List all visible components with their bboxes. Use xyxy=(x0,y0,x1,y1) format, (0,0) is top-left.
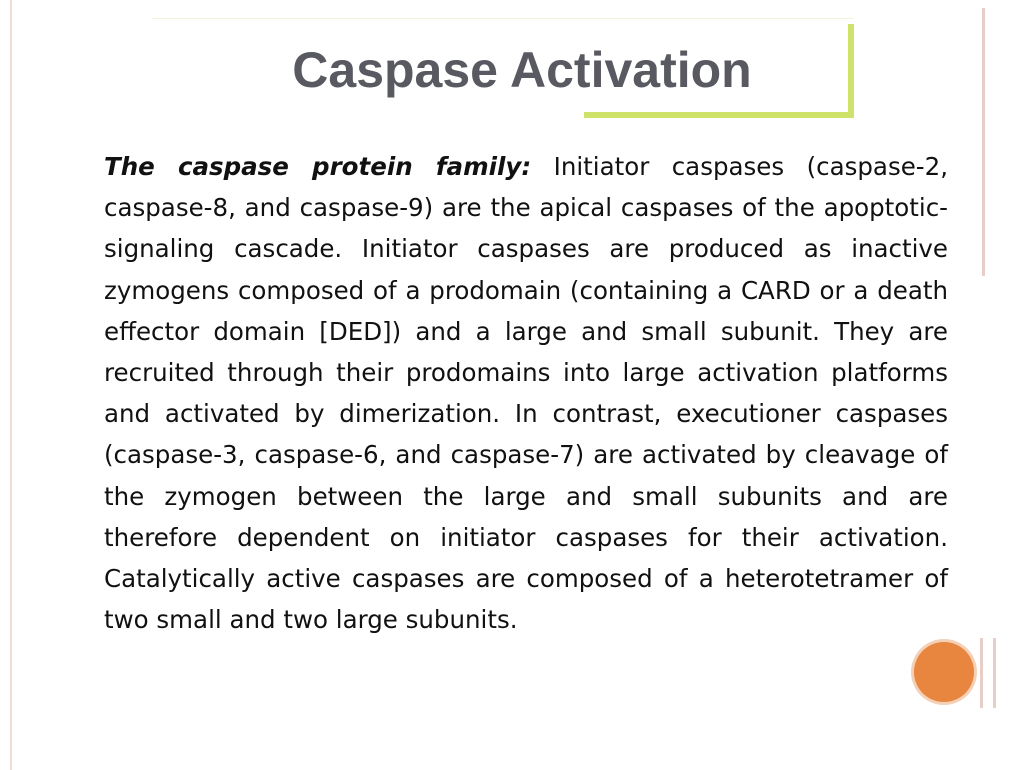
right-decorative-rule-bottom-outer xyxy=(993,638,996,708)
slide-title: Caspase Activation xyxy=(292,42,752,98)
right-decorative-rule-top xyxy=(982,8,985,276)
body-text: Initiator caspases (caspase-2, caspase-8, and caspase-9) are the apical caspases of the apoptotic-signaling cascade. Initiator caspases are produced as inactive zymogens composed of a prodomain (containing a CARD or a death effector domain [DED]) and a large and small subunit. They are recruited through their prodomains into large activation platforms and activated by dimerization. In contrast, executioner caspases (caspase-3, caspase-6, and caspase-7) are activated by cleavage of the zymogen between the large and small subunits and are therefore dependent on initiator caspases for their activation. Catalytically active caspases are composed of a heterotetramer of two small and two large subunits. xyxy=(104,152,948,635)
orange-circle-decoration xyxy=(914,642,974,702)
left-decorative-rule xyxy=(10,0,12,770)
slide-body xyxy=(104,146,948,640)
body-lead: The caspase protein family: xyxy=(104,152,532,181)
right-decorative-rule-bottom xyxy=(980,638,983,708)
title-frame-accent-bottom xyxy=(584,112,854,118)
